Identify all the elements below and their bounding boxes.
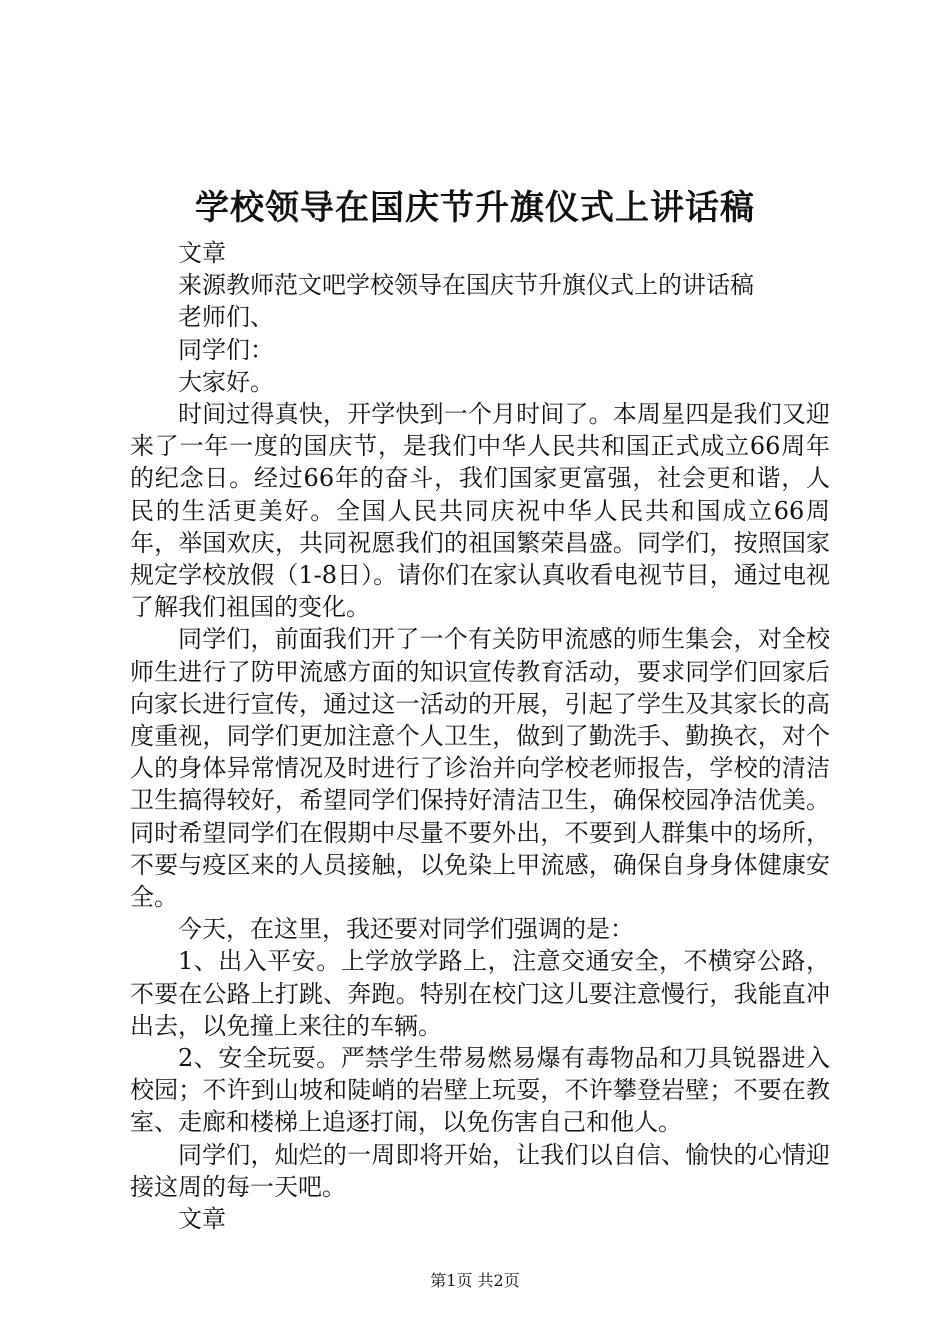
paragraph: 文章 bbox=[178, 239, 226, 267]
paragraph: 老师们、 bbox=[178, 303, 274, 332]
paragraph: 2、安全玩耍。严禁学生带易燃易爆有毒物品和刀具锐器进入校园；不许到山坡和陡峭的岩壁上玩耍，不许攀登岩壁；不要在教室、走廊和楼梯上追逐打闹，以免伤害自己和他人。 bbox=[130, 1044, 830, 1137]
paragraph: 1、出入平安。上学放学路上，注意交通安全，不横穿公路，不要在公路上打跳、奔跑。特别在校门这儿要注意慢行，我能直冲出去，以免撞上来往的车辆。 bbox=[130, 947, 830, 1040]
paragraph: 今天，在这里，我还要对同学们强调的是： bbox=[178, 915, 634, 944]
page-footer: 第1页 共2页 bbox=[430, 1271, 520, 1290]
paragraph: 时间过得真快，开学快到一个月时间了。本周星四是我们又迎来了一年一度的国庆节，是我们中华人民共和国正式成立66周年的纪念日。经过66年的奋斗，我们国家更富强，社会更和谐，人民的生活更美好。全国人民共同庆祝中华人民共和国成立66周年，举国欢庆，共同祝愿我们的祖国繁荣昌盛。同学们，按照国家规定学校放假（1-8日）。请你们在家认真收看电视节目，通过电视了解我们祖国的变化。 bbox=[130, 400, 830, 622]
paragraph: 来源教师范文吧学校领导在国庆节升旗仪式上的讲话稿 bbox=[178, 271, 754, 300]
paragraph: 同学们，前面我们开了一个有关防甲流感的师生集会，对全校师生进行了防甲流感方面的知识宣传教育活动，要求同学们回家后向家长进行宣传，通过这一活动的开展，引起了学生及其家长的高度重视，同学们更加注意个人卫生，做到了勤洗手、勤换衣，对个人的身体异常情况及时进行了诊治并向学校老师报告，学校的清洁卫生搞得较好，希望同学们保持好清洁卫生，确保校园净洁优美。同时希望同学们在假期中尽量不要外出，不要到人群集中的场所，不要与疫区来的人员接触，以免染上甲流感，确保自身身体健康安全。 bbox=[130, 625, 830, 912]
paragraph: 大家好。 bbox=[178, 367, 274, 396]
document-body bbox=[130, 237, 830, 1235]
paragraph: 同学们： bbox=[178, 335, 274, 364]
paragraph: 文章 bbox=[178, 1205, 226, 1234]
paragraph: 同学们，灿烂的一周即将开始，让我们以自信、愉快的心情迎接这周的每一天吧。 bbox=[130, 1140, 830, 1201]
document-title: 学校领导在国庆节升旗仪式上讲话稿 bbox=[195, 188, 755, 228]
